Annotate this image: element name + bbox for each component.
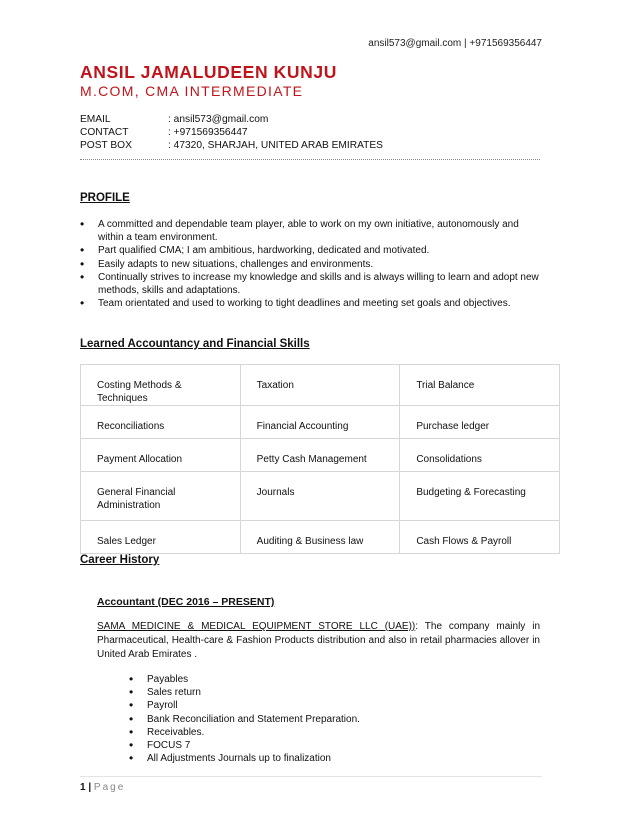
list-item: • Payables (129, 673, 529, 686)
list-item: • Easily adapts to new situations, challenges and environments. (80, 258, 542, 271)
list-item: • FOCUS 7 (129, 739, 529, 752)
page-footer (80, 782, 125, 793)
email-label: EMAIL (80, 114, 111, 125)
list-item: • Team orientated and used to working to tight deadlines and meeting set goals and objectives. (80, 297, 542, 310)
table-cell: Payment Allocation (81, 439, 241, 472)
table-cell: Taxation (240, 365, 400, 406)
table-cell: Consolidations (400, 439, 560, 472)
table-row (81, 439, 560, 472)
table-cell: Journals (240, 472, 400, 521)
phone-row (80, 127, 248, 138)
profile-heading: PROFILE (80, 192, 130, 204)
email-value: : ansil573@gmail.com (168, 114, 269, 125)
duties-list (129, 673, 529, 765)
list-item: • Bank Reconciliation and Statement Preparation. (129, 713, 529, 726)
table-row (81, 365, 560, 406)
list-item: • Part qualified CMA; I am ambitious, hardworking, dedicated and motivated. (80, 244, 542, 257)
list-item: • Sales return (129, 686, 529, 699)
table-row (81, 521, 560, 554)
profile-list (80, 218, 542, 310)
page-number: 1 (80, 782, 86, 793)
skills-heading: Learned Accountancy and Financial Skills (80, 338, 310, 350)
list-item: • A committed and dependable team player, able to work on my own initiative, autonomously and within a team environment. (80, 218, 542, 244)
table-cell: Sales Ledger (81, 521, 241, 554)
candidate-qualification: M.COM, CMA INTERMEDIATE (80, 83, 304, 99)
list-item: • All Adjustments Journals up to finalization (129, 752, 529, 765)
table-cell: Budgeting & Forecasting (400, 472, 560, 521)
job-title: Accountant (DEC 2016 – PRESENT) (97, 596, 275, 608)
table-cell: Financial Accounting (240, 406, 400, 439)
list-item: • Continually strives to increase my knowledge and skills and is always willing to learn and adopt new methods, skills and adaptations. (80, 271, 542, 297)
header-contact-line: ansil573@gmail.com | +971569356447 (368, 38, 542, 49)
table-cell: Petty Cash Management (240, 439, 400, 472)
candidate-name: ANSIL JAMALUDEEN KUNJU (80, 62, 337, 82)
table-cell: Trial Balance (400, 365, 560, 406)
table-cell: Reconciliations (81, 406, 241, 439)
page-label: Page (93, 782, 126, 793)
table-row (81, 472, 560, 521)
table-cell: Cash Flows & Payroll (400, 521, 560, 554)
table-cell: Auditing & Business law (240, 521, 400, 554)
header-divider (80, 159, 540, 160)
company-summary: : The company mainly in Pharmaceutical, Health-care & Fashion Products distribution and also in retail pharmacies allover in United Arab Emirates . (97, 621, 541, 660)
table-row (81, 406, 560, 439)
pobox-row (80, 140, 383, 151)
table-cell: Purchase ledger (400, 406, 560, 439)
footer-separator: | (85, 782, 94, 793)
table-cell: Costing Methods & Techniques (81, 365, 241, 406)
phone-value: : +971569356447 (168, 127, 248, 138)
table-cell: General Financial Administration (81, 472, 241, 521)
list-item: • Payroll (129, 699, 529, 712)
phone-label: CONTACT (80, 127, 129, 138)
pobox-label: POST BOX (80, 140, 132, 151)
skills-table (80, 364, 560, 554)
career-heading: Career History (80, 554, 160, 566)
email-row (80, 114, 268, 125)
company-description (97, 620, 540, 661)
company-name: SAMA MEDICINE & MEDICAL EQUIPMENT STORE LLC (UAE)) (97, 621, 416, 632)
pobox-value: : 47320, SHARJAH, UNITED ARAB EMIRATES (168, 140, 383, 151)
list-item: • Receivables. (129, 726, 529, 739)
footer-divider (80, 776, 542, 777)
